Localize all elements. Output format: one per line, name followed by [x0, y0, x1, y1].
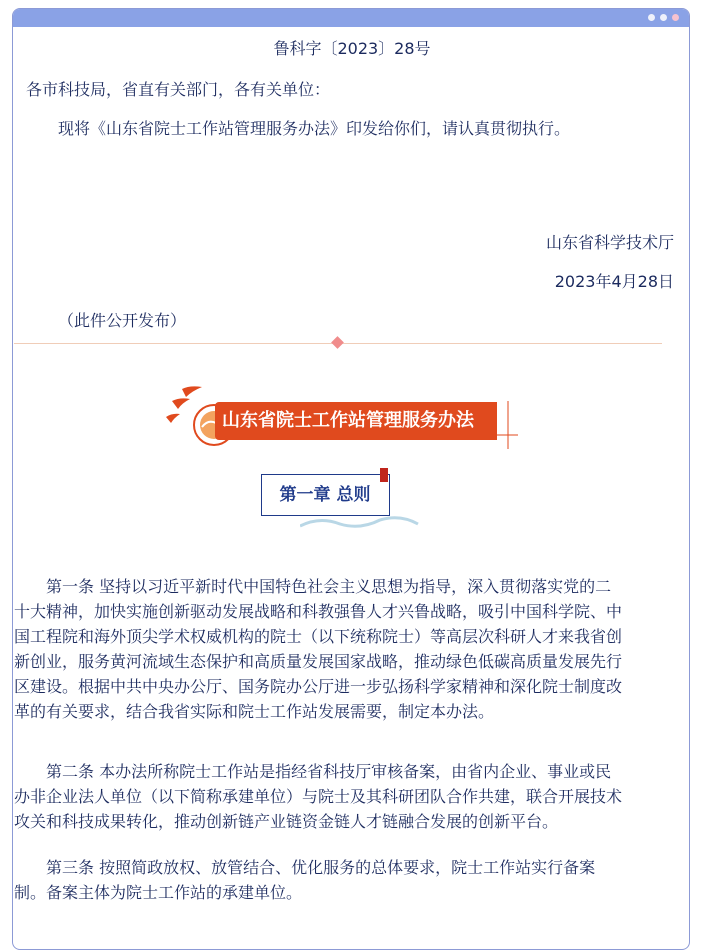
article-line: 攻关和科技成果转化，推动创新链产业链资金链人才链融合发展的创新平台。: [14, 812, 559, 831]
wave-decoration: [300, 512, 420, 532]
publication-note: （此件公开发布）: [58, 311, 187, 330]
intro-text: 现将《山东省院士工作站管理服务办法》印发给你们，请认真贯彻执行。: [58, 119, 571, 138]
article-line: 国工程院和海外顶尖学术权威机构的院士（以下统称院士）等高层次科研人才来我省创: [14, 627, 623, 646]
issuer: 山东省科学技术厅: [545, 233, 674, 252]
dot-icon: [648, 14, 655, 21]
article-line: 十大精神，加快实施创新驱动发展战略和科教强鲁人才兴鲁战略，吸引中国科学院、中: [14, 602, 623, 621]
article-line: 第二条 本办法所称院士工作站是指经省科技厅审核备案，由省内企业、事业或民: [46, 762, 612, 781]
article-line: 第一条 坚持以习近平新时代中国特色社会主义思想为指导，深入贯彻落实党的二: [46, 577, 612, 596]
issue-date: 2023年4月28日: [554, 272, 674, 291]
dot-icon: [660, 14, 667, 21]
article-line: 革的有关要求，结合我省实际和院士工作站发展需要，制定本办法。: [14, 702, 495, 721]
window-dots: [648, 14, 679, 21]
birds-icon: [166, 386, 202, 423]
article-line: 第三条 按照简政放权、放管结合、优化服务的总体要求，院士工作站实行备案: [46, 858, 596, 877]
top-bar: [13, 9, 689, 27]
article-line: 区建设。根据中共中央办公厅、国务院办公厅进一步弘扬科学家精神和深化院士制度改: [14, 677, 623, 696]
article-2: [14, 759, 662, 834]
article-3: [14, 855, 662, 905]
doc-number: 鲁科字〔2023〕28号: [273, 39, 431, 58]
article-line: 新创业，服务黄河流域生态保护和高质量发展国家战略，推动绿色低碳高质量发展先行: [14, 652, 623, 671]
article-line: 办非企业法人单位（以下简称承建单位）与院士及其科研团队合作共建，联合开展技术: [14, 787, 623, 806]
article-line: 制。备案主体为院士工作站的承建单位。: [14, 883, 303, 902]
chapter-title: 第一章 总则: [279, 485, 371, 505]
article-1: [14, 574, 662, 724]
addressee: 各市科技局，省直有关部门，各有关单位：: [26, 80, 331, 99]
chapter-tab: [380, 468, 388, 482]
banner-title: 山东省院士工作站管理服务办法: [222, 410, 474, 431]
dot-icon: [672, 14, 679, 21]
